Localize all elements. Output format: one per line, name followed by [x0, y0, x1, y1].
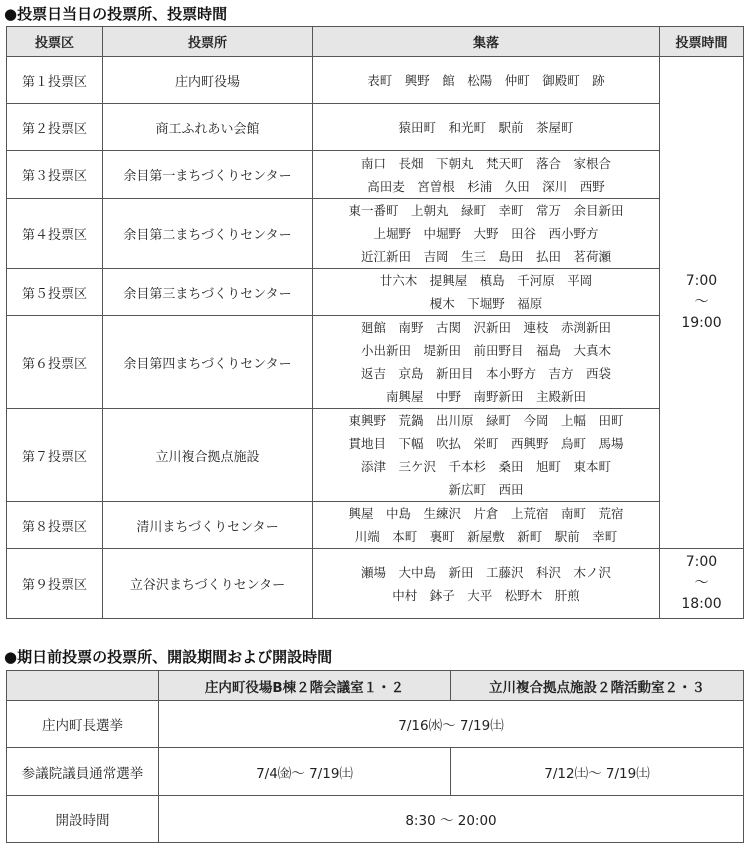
- village-line: 東一番町 上朝丸 緑町 幸町 常万 余目新田: [348, 203, 624, 218]
- section1-title: ●投票日当日の投票所、投票時間: [4, 5, 228, 23]
- table-row: [7, 549, 744, 619]
- table-row: [7, 269, 744, 316]
- villages-cell: [313, 199, 660, 269]
- district-cell: 第４投票区: [7, 199, 103, 269]
- district-cell: 第７投票区: [7, 409, 103, 502]
- district-cell: 第１投票区: [7, 57, 103, 104]
- header-place: 投票所: [103, 27, 313, 57]
- district-cell: 第６投票区: [7, 316, 103, 409]
- section2-title: ●期日前投票の投票所、開設期間および開設時間: [4, 648, 333, 666]
- village-line: 表町 興野 館 松陽 仲町 御殿町 跡: [367, 72, 605, 88]
- place-cell: 余目第二まちづくりセンター: [103, 199, 313, 269]
- period-mayor-election: 7/16㈬～ 7/19㈯: [159, 701, 744, 748]
- time-start: 7:00: [685, 273, 718, 289]
- place-cell: 余目第三まちづくりセンター: [103, 269, 313, 316]
- table-row: [7, 199, 744, 269]
- village-line: 貫地目 下幅 吹払 栄町 西興野 烏町 馬場: [348, 436, 624, 451]
- place-cell: 商工ふれあい会館: [103, 104, 313, 151]
- district-cell: 第３投票区: [7, 151, 103, 199]
- election-day-table: [6, 26, 744, 619]
- village-line: 小出新田 堤新田 前田野目 福島 大真木: [360, 343, 611, 358]
- row-label-mayor-election: 庄内町長選挙: [7, 701, 159, 748]
- village-line: 瀬場 大中島 新田 工藤沢 科沢 木ノ沢: [360, 564, 611, 580]
- time-separator: ～: [694, 575, 709, 591]
- table-row: [7, 57, 744, 104]
- time-separator: ～: [694, 294, 709, 310]
- table-row: [7, 151, 744, 199]
- village-line: 廻館 南野 古関 沢新田 連枝 赤渕新田: [360, 320, 611, 335]
- villages-cell: [313, 104, 660, 151]
- opening-hours-value: 8:30 ～ 20:00: [159, 796, 744, 843]
- village-line: 興屋 中島 生練沢 片倉 上荒宿 南町 荒宿: [348, 506, 624, 521]
- period-upper-house-venue-a: 7/4㈮～ 7/19㈯: [159, 748, 451, 796]
- villages-cell: [313, 316, 660, 409]
- table-header-row: [7, 671, 744, 701]
- village-line: 榎木 下堀野 福原: [429, 296, 543, 311]
- villages-cell: [313, 57, 660, 104]
- village-line: 南口 長畑 下朝丸 梵天町 落合 家根合: [360, 155, 611, 171]
- voting-time-cell: [660, 57, 744, 549]
- header-venue-b: 立川複合拠点施設２階活動室２・３: [451, 671, 744, 701]
- village-line: 上堀野 中堀野 大野 田谷 西小野方: [373, 226, 599, 241]
- time-end: 18:00: [681, 596, 722, 612]
- district-cell: 第９投票区: [7, 549, 103, 619]
- header-venue-a: 庄内町役場B棟２階会議室１・２: [159, 671, 451, 701]
- villages-cell: [313, 409, 660, 502]
- voting-time-cell: [660, 549, 744, 619]
- header-district: 投票区: [7, 27, 103, 57]
- village-line: 南興屋 中野 南野新田 主殿新田: [385, 389, 586, 404]
- table-row: [7, 104, 744, 151]
- village-line: 近江新田 吉岡 生三 島田 払田 茗荷瀬: [360, 249, 611, 264]
- district-cell: 第５投票区: [7, 269, 103, 316]
- villages-cell: [313, 549, 660, 619]
- village-line: 新広町 西田: [448, 482, 524, 497]
- villages-cell: [313, 502, 660, 549]
- place-cell: 余目第四まちづくりセンター: [103, 316, 313, 409]
- header-villages: 集落: [313, 27, 660, 57]
- villages-cell: [313, 269, 660, 316]
- place-cell: 庄内町役場: [103, 57, 313, 104]
- table-row: [7, 796, 744, 843]
- village-line: 東興野 荒鍋 出川原 緑町 今岡 上幅 田町: [348, 413, 624, 428]
- villages-cell: [313, 151, 660, 199]
- place-cell: 立川複合拠点施設: [103, 409, 313, 502]
- village-line: 川端 本町 裏町 新屋敷 新町 駅前 幸町: [354, 529, 618, 544]
- district-cell: 第８投票区: [7, 502, 103, 549]
- time-end: 19:00: [681, 315, 722, 331]
- time-start: 7:00: [685, 554, 718, 570]
- header-empty: [7, 671, 159, 701]
- table-row: [7, 409, 744, 502]
- table-row: [7, 316, 744, 409]
- village-line: 廿六木 提興屋 槙島 千河原 平岡: [379, 273, 593, 288]
- village-line: 添津 三ケ沢 千本杉 桑田 旭町 東本町: [360, 459, 611, 474]
- table-header-row: [7, 27, 744, 57]
- place-cell: 清川まちづくりセンター: [103, 502, 313, 549]
- header-voting-time: 投票時間: [660, 27, 744, 57]
- table-row: [7, 502, 744, 549]
- place-cell: 余目第一まちづくりセンター: [103, 151, 313, 199]
- district-cell: 第２投票区: [7, 104, 103, 151]
- period-upper-house-venue-b: 7/12㈯～ 7/19㈯: [451, 748, 744, 796]
- village-line: 猿田町 和光町 駅前 茶屋町: [398, 119, 574, 135]
- village-line: 返吉 京島 新田目 本小野方 吉方 西袋: [360, 366, 611, 381]
- village-line: 中村 鉢子 大平 松野木 肝煎: [392, 587, 580, 603]
- early-voting-table: [6, 670, 744, 843]
- place-cell: 立谷沢まちづくりセンター: [103, 549, 313, 619]
- table-row: [7, 748, 744, 796]
- row-label-opening-hours: 開設時間: [7, 796, 159, 843]
- table-row: [7, 701, 744, 748]
- village-line: 高田麦 宮曽根 杉浦 久田 深川 西野: [367, 178, 605, 194]
- row-label-upper-house-election: 参議院議員通常選挙: [7, 748, 159, 796]
